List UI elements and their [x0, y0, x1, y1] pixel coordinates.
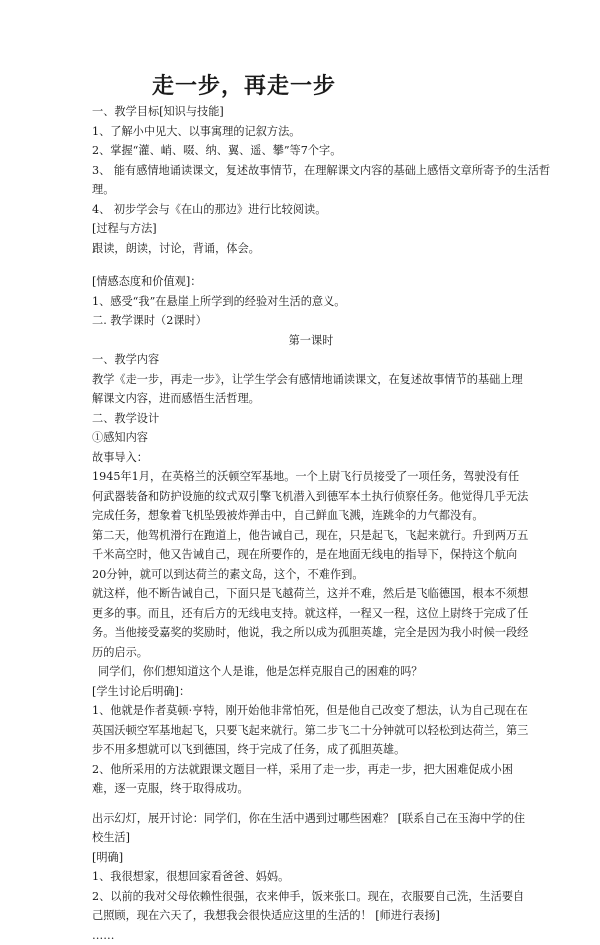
content-heading: 一、教学内容 [92, 350, 530, 370]
objective-item-continued: 理。 [92, 180, 530, 200]
process-heading: [过程与方法] [92, 219, 530, 239]
step-one: ①感知内容 [92, 428, 530, 448]
emotion-heading: [情感态度和价值观]： [92, 272, 530, 292]
objectives-heading: 一、教学目标[知识与技能] [92, 102, 530, 122]
emotion-text: 1、感受“我”在悬崖上所学到的经验对生活的意义。 [92, 292, 530, 312]
story-paragraph: 1945年1月，在英格兰的沃顿空军基地。一个上尉飞行员接受了一项任务，驾驶没有任何武器装备和防护设施的纹式双引擎飞机潜入到德军本土执行侦察任务。他觉得几乎无法完成任务，想象着飞机坠毁被炸弹击中，自己鲜血飞溅，连跳伞的力气都没有。 [92, 467, 530, 526]
discussion-point: 1、他就是作者莫顿·亨特，刚开始他非常怕死，但是他自己改变了想法，认为自己现在在英国沃顿空军基地起飞，只要飞起来就行。第二步飞二十分钟就可以轻松到达荷兰，第三步不用多想就可以飞到德国，终于完成了任务，成了孤胆英雄。 [92, 701, 530, 760]
objective-item: 4、 初步学会与《在山的那边》进行比较阅读。 [92, 200, 530, 220]
objective-item: 1、了解小中见大、以事寓理的记叙方法。 [92, 122, 530, 142]
design-heading: 二、教学设计 [92, 409, 530, 429]
story-question: 同学们，你们想知道这个人是谁，他是怎样克服自己的困难的吗？ [92, 662, 530, 682]
story-paragraph: 第二天，他驾机滑行在跑道上，他告诫自己，现在，只是起飞，飞起来就行。升到两万五千米高空时，他又告诫自己，现在所要作的，是在地面无线电的指导下，保持这个航向20分钟，就可以到达荷兰的素文岛，这个，不难作到。 [92, 526, 530, 585]
story-intro: 故事导入： [92, 448, 530, 468]
slide-prompt: 出示幻灯，展开讨论：同学们，你在生活中遇到过哪些困难？ [联系自己在玉海中学的住校生活] [92, 809, 530, 848]
discussion-point: 2、他所采用的方法就跟课文题目一样，采用了走一步，再走一步，把大困难促成小困难，逐一克服，终于取得成功。 [92, 760, 530, 799]
class-hours: 二. 教学课时（2课时） [92, 311, 530, 331]
objective-item: 2、掌握“灌、峭、啜、纳、翼、遥、攀”等7个字。 [92, 141, 530, 161]
clarify-point: 2、以前的我对父母依赖性很强，衣来伸手，饭来张口。现在，衣服要自己洗，生活要自己照顾，现在六天了，我想我会很快适应这里的生活的！ [师进行表扬] [92, 887, 530, 926]
clarify-heading: [明确] [92, 848, 530, 868]
page-title: 走一步，再走一步 [152, 72, 530, 102]
lesson-one-heading: 第一课时 [92, 331, 530, 351]
ellipsis: …… [92, 926, 530, 945]
content-text: 教学《走一步，再走一步》，让学生学会有感情地诵读课文，在复述故事情节的基础上理解课文内容，进而感悟生活哲理。 [92, 370, 530, 409]
story-paragraph: 就这样，他不断告诫自己，下面只是飞越荷兰，这并不难，然后是飞临德国，根本不须想更多的事。而且，还有后方的无线电支持。就这样，一程又一程，这位上尉终于完成了任务。当他接受嘉奖的奖励时，他说，我之所以成为孤胆英雄，完全是因为我小时候一段经历的启示。 [92, 584, 530, 662]
clarify-point: 1、我很想家，很想回家看爸爸、妈妈。 [92, 867, 530, 887]
process-text: 跟读，朗读，讨论，背诵，体会。 [92, 239, 530, 259]
objective-item: 3、 能有感情地诵读课文，复述故事情节，在理解课文内容的基础上感悟文章所寄予的生活哲 [92, 161, 530, 181]
discussion-heading: [学生讨论后明确]： [92, 682, 530, 702]
